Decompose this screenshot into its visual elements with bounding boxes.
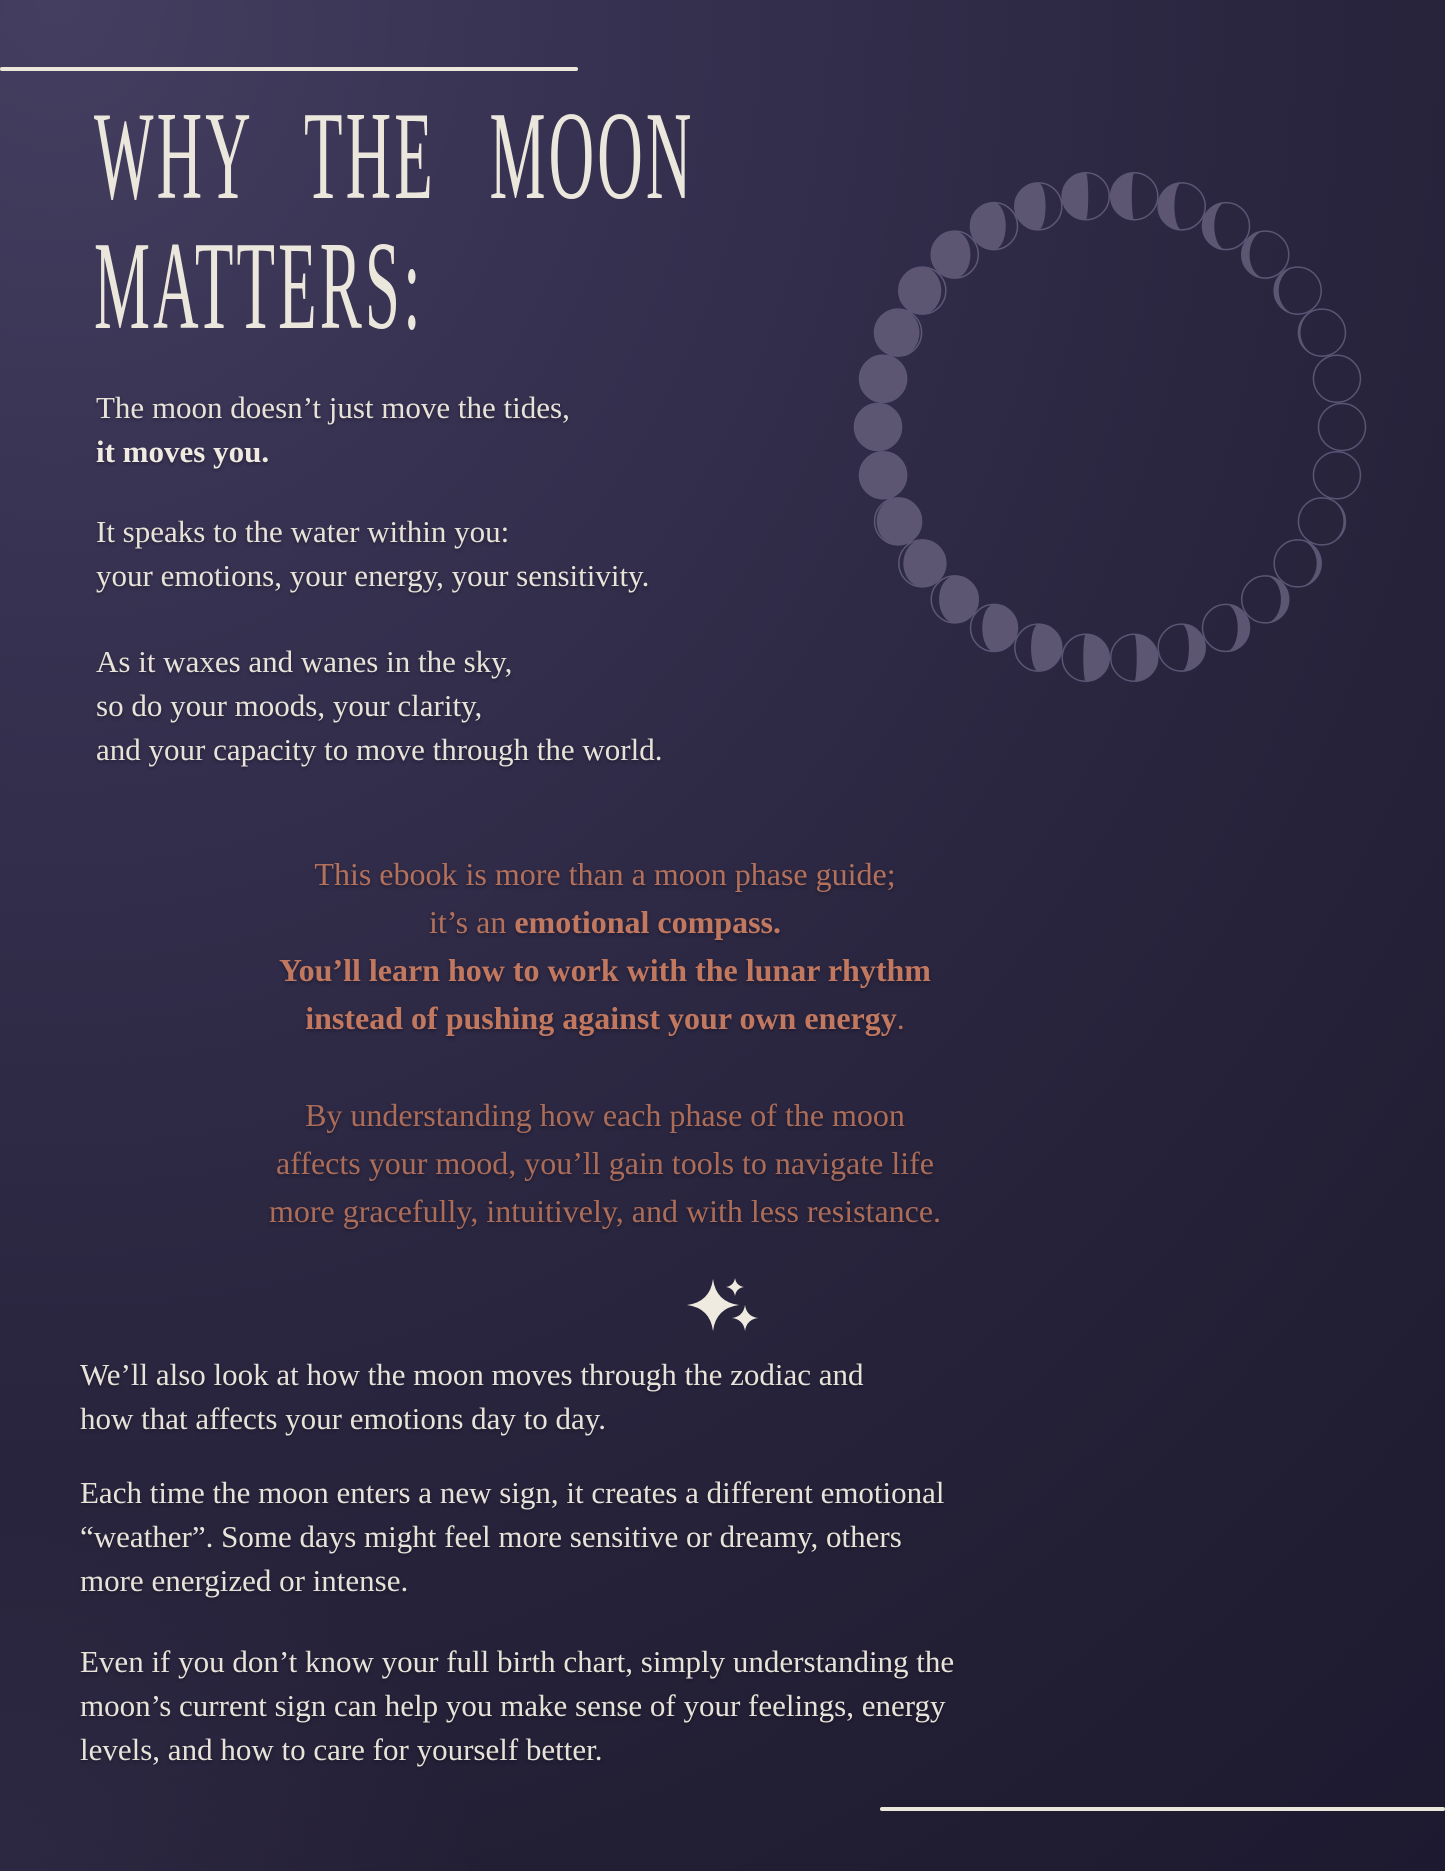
text-line: [0, 946, 1210, 994]
text-line: [80, 1515, 945, 1559]
text-line: [0, 994, 1210, 1042]
moon-phase-icon: [1298, 498, 1345, 545]
moon-phase-icon: [1015, 624, 1062, 671]
moon-phase-icon: [1158, 183, 1205, 230]
top-divider-line: [0, 67, 578, 71]
moon-phase-icon: [970, 203, 1017, 250]
moon-phase-icon: [1274, 267, 1321, 314]
page-title: [94, 87, 695, 356]
highlight-paragraph-1: [0, 850, 1210, 1042]
text-run: your emotions, your energy, your sensitivity.: [96, 558, 650, 593]
moon-phase-icon: [1242, 576, 1289, 623]
moon-phase-icon: [875, 498, 922, 545]
text-run: We’ll also look at how the moon moves through the zodiac and: [80, 1357, 864, 1392]
text-line: [80, 1684, 954, 1728]
moon-phase-icon: [1062, 173, 1109, 220]
text-run: “weather”. Some days might feel more sensitive or dreamy, others: [80, 1519, 902, 1554]
text-run: instead of pushing against your own energy: [305, 1000, 897, 1036]
text-run: it moves you.: [96, 434, 270, 469]
moon-phase-icon: [1313, 355, 1360, 402]
moon-phase-icon: [1062, 634, 1109, 681]
text-line: [96, 386, 570, 430]
text-line: [80, 1353, 864, 1397]
text-line: [0, 1187, 1210, 1235]
text-line: [80, 1728, 954, 1772]
moon-phase-icon: [1111, 173, 1158, 220]
text-run: how that affects your emotions day to day.: [80, 1401, 607, 1436]
page-title-line-2: MATTERS:: [94, 217, 424, 356]
text-line: [96, 554, 649, 598]
intro-paragraph-1: [96, 386, 570, 474]
text-run: It speaks to the water within you:: [96, 514, 510, 549]
text-run: This ebook is more than a moon phase guide;: [314, 856, 896, 892]
moon-phase-icon: [1319, 404, 1366, 451]
text-line: [80, 1397, 864, 1441]
text-run: more energized or intense.: [80, 1563, 409, 1598]
text-line: [80, 1471, 945, 1515]
intro-paragraph-3: [96, 640, 662, 772]
text-run: Even if you don’t know your full birth chart, simply understanding the: [80, 1644, 955, 1679]
moon-phase-icon: [971, 604, 1018, 651]
text-line: [80, 1640, 954, 1684]
text-line: [0, 1091, 1210, 1139]
text-run: levels, and how to care for yourself better.: [80, 1732, 603, 1767]
moon-phase-icon: [1274, 540, 1321, 587]
text-run: moon’s current sign can help you make sense of your feelings, energy: [80, 1688, 946, 1723]
moon-phase-icon: [1111, 634, 1158, 681]
text-line: [0, 850, 1210, 898]
text-line: [96, 728, 662, 772]
moon-phase-icon: [899, 540, 946, 587]
moon-phase-icon: [931, 576, 978, 623]
moon-phase-icon: [855, 404, 902, 451]
sparkles-icon: [668, 1266, 778, 1351]
moon-phase-icon: [860, 355, 907, 402]
closing-paragraph-3: [80, 1640, 954, 1772]
moon-phase-icon: [1158, 624, 1205, 671]
text-line: [96, 640, 662, 684]
closing-paragraph-2: [80, 1471, 945, 1603]
intro-paragraph-2: [96, 510, 649, 598]
text-run: By understanding how each phase of the moon: [305, 1097, 905, 1133]
highlight-paragraph-2: [0, 1091, 1210, 1235]
moon-phase-icon: [875, 309, 922, 356]
moon-phase-icon: [1298, 309, 1345, 356]
text-run: .: [896, 1000, 905, 1036]
moon-phase-icon: [1203, 604, 1250, 651]
text-run: As it waxes and wanes in the sky,: [96, 644, 513, 679]
moon-phase-icon: [1313, 452, 1360, 499]
text-line: [96, 684, 662, 728]
text-run: You’ll learn how to work with the lunar rhythm: [279, 952, 931, 988]
moon-phase-icon: [899, 267, 946, 314]
text-line: [0, 898, 1210, 946]
moon-phase-icon: [860, 452, 907, 499]
text-run: The moon doesn’t just move the tides,: [96, 390, 570, 425]
closing-paragraph-1: [80, 1353, 864, 1441]
text-run: more gracefully, intuitively, and with less resistance.: [268, 1193, 942, 1229]
text-run: affects your mood, you’ll gain tools to navigate life: [276, 1145, 934, 1181]
moon-phase-icon: [931, 231, 978, 278]
moon-phase-icon: [1203, 203, 1250, 250]
text-line: [0, 1139, 1210, 1187]
text-run: Each time the moon enters a new sign, it creates a different emotional: [80, 1475, 945, 1510]
bottom-divider-line: [880, 1807, 1445, 1811]
text-run: and your capacity to move through the world.: [96, 732, 663, 767]
moon-phase-icon: [1015, 183, 1062, 230]
text-line: [96, 430, 570, 474]
text-run: emotional compass.: [514, 904, 781, 940]
moon-phase-icon: [1242, 231, 1289, 278]
text-line: [96, 510, 649, 554]
text-run: so do your moods, your clarity,: [96, 688, 483, 723]
text-run: it’s an: [429, 904, 515, 940]
page-title-line-1: WHY THE MOON: [94, 87, 695, 226]
text-line: [80, 1559, 945, 1603]
